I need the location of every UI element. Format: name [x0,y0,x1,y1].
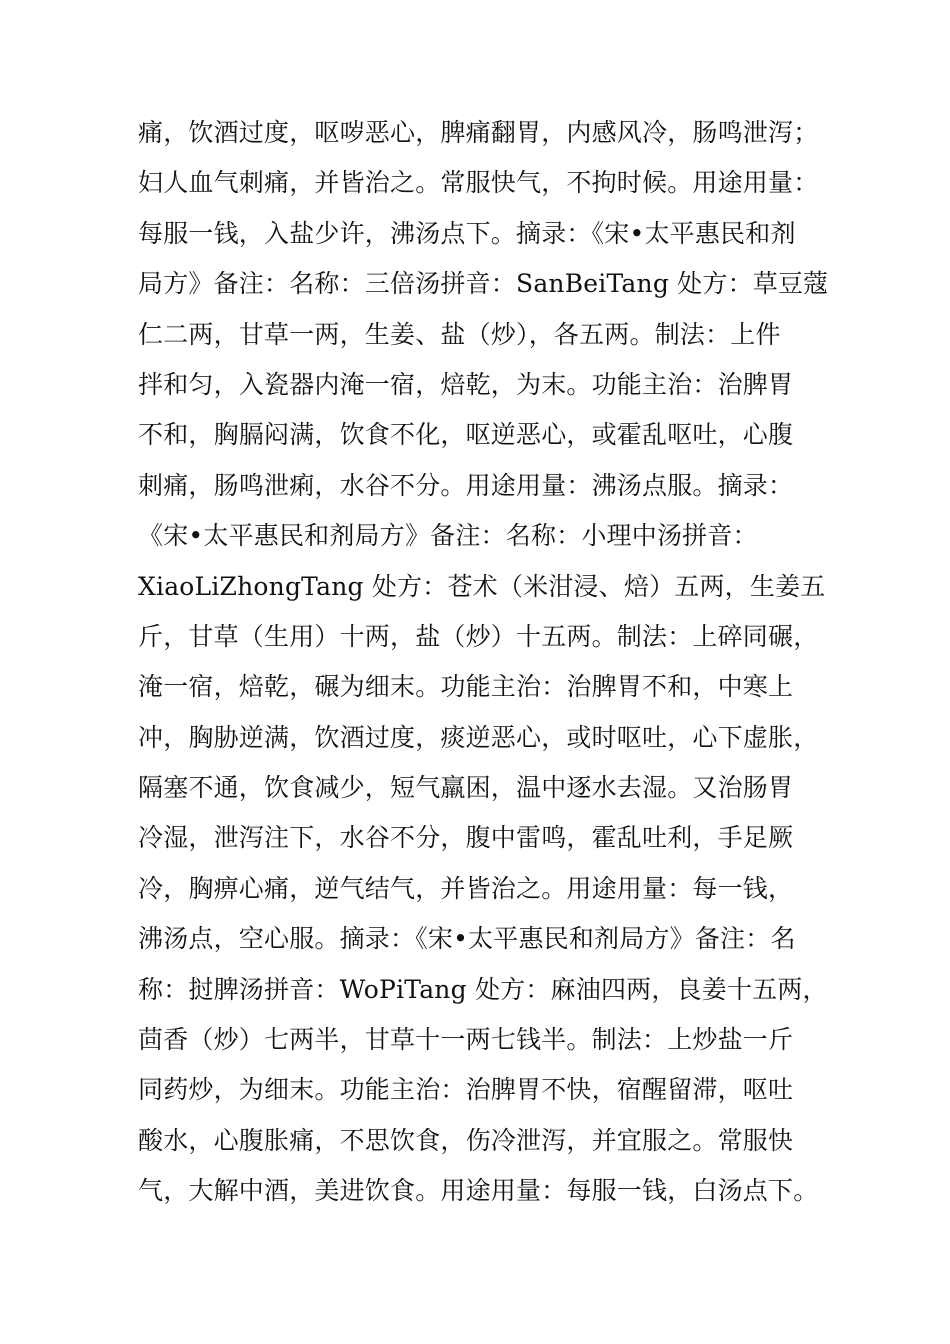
text-line: 妇人血气刺痛，并皆治之。常服快气，不拘时候。用途用量： [138,168,819,198]
text-line: 同药炒，为细末。功能主治：治脾胃不快，宿醒留滞，呕吐 [138,1075,794,1105]
text-line: 淹一宿，焙乾，碾为细末。功能主治：治脾胃不和，中寒上 [138,672,794,702]
body-text [138,108,828,1217]
text-line: 不和，胸膈闷满，饮食不化，呕逆恶心，或霍乱呕吐，心腹 [138,420,794,450]
text-line: 隔塞不通，饮食减少，短气羸困，温中逐水去湿。又治肠胃 [138,773,794,803]
text-line: 沸汤点，空心服。摘录：《宋•太平惠民和剂局方》备注：名 [138,924,796,954]
text-line: 斤，甘草（生用）十两，盐（炒）十五两。制法：上碎同碾， [138,621,819,651]
text-line: 称：挝脾汤拼音：WoPiTang 处方：麻油四两，良姜十五两， [138,974,828,1004]
text-line: 拌和匀，入瓷器内淹一宿，焙乾，为末。功能主治：治脾胃 [138,369,794,399]
text-line: 冷，胸痹心痛，逆气结气，并皆治之。用途用量：每一钱， [138,873,794,903]
text-line: 冲，胸胁逆满，饮酒过度，痰逆恶心，或时呕吐，心下虚胀， [138,722,819,752]
text-line: XiaoLiZhongTang 处方：苍术（米泔浸、焙）五两，生姜五 [138,571,826,601]
text-line: 刺痛，肠鸣泄痢，水谷不分。用途用量：沸汤点服。摘录： [138,470,794,500]
text-line: 《宋•太平惠民和剂局方》备注：名称：小理中汤拼音： [138,521,758,551]
text-line: 每服一钱，入盐少许，沸汤点下。摘录：《宋•太平惠民和剂 [138,218,796,248]
text-line: 痛，饮酒过度，呕哕恶心，脾痛翻胃，内感风冷，肠鸣泄泻； [138,118,819,147]
text-line: 局方》备注：名称：三倍汤拼音：SanBeiTang 处方：草豆蔻 [138,269,829,299]
text-line: 茴香（炒）七两半，甘草十一两七钱半。制法：上炒盐一斤 [138,1025,794,1055]
text-line: 酸水，心腹胀痛，不思饮食，伤冷泄泻，并宜服之。常服快 [138,1125,794,1155]
text-line: 冷湿，泄泻注下，水谷不分，腹中雷鸣，霍乱吐利，手足厥 [138,823,794,853]
text-line: 仁二两，甘草一两，生姜、盐（炒），各五两。制法：上件 [138,319,781,349]
text-line: 气，大解中酒，美进饮食。用途用量：每服一钱，白汤点下。 [138,1176,819,1206]
